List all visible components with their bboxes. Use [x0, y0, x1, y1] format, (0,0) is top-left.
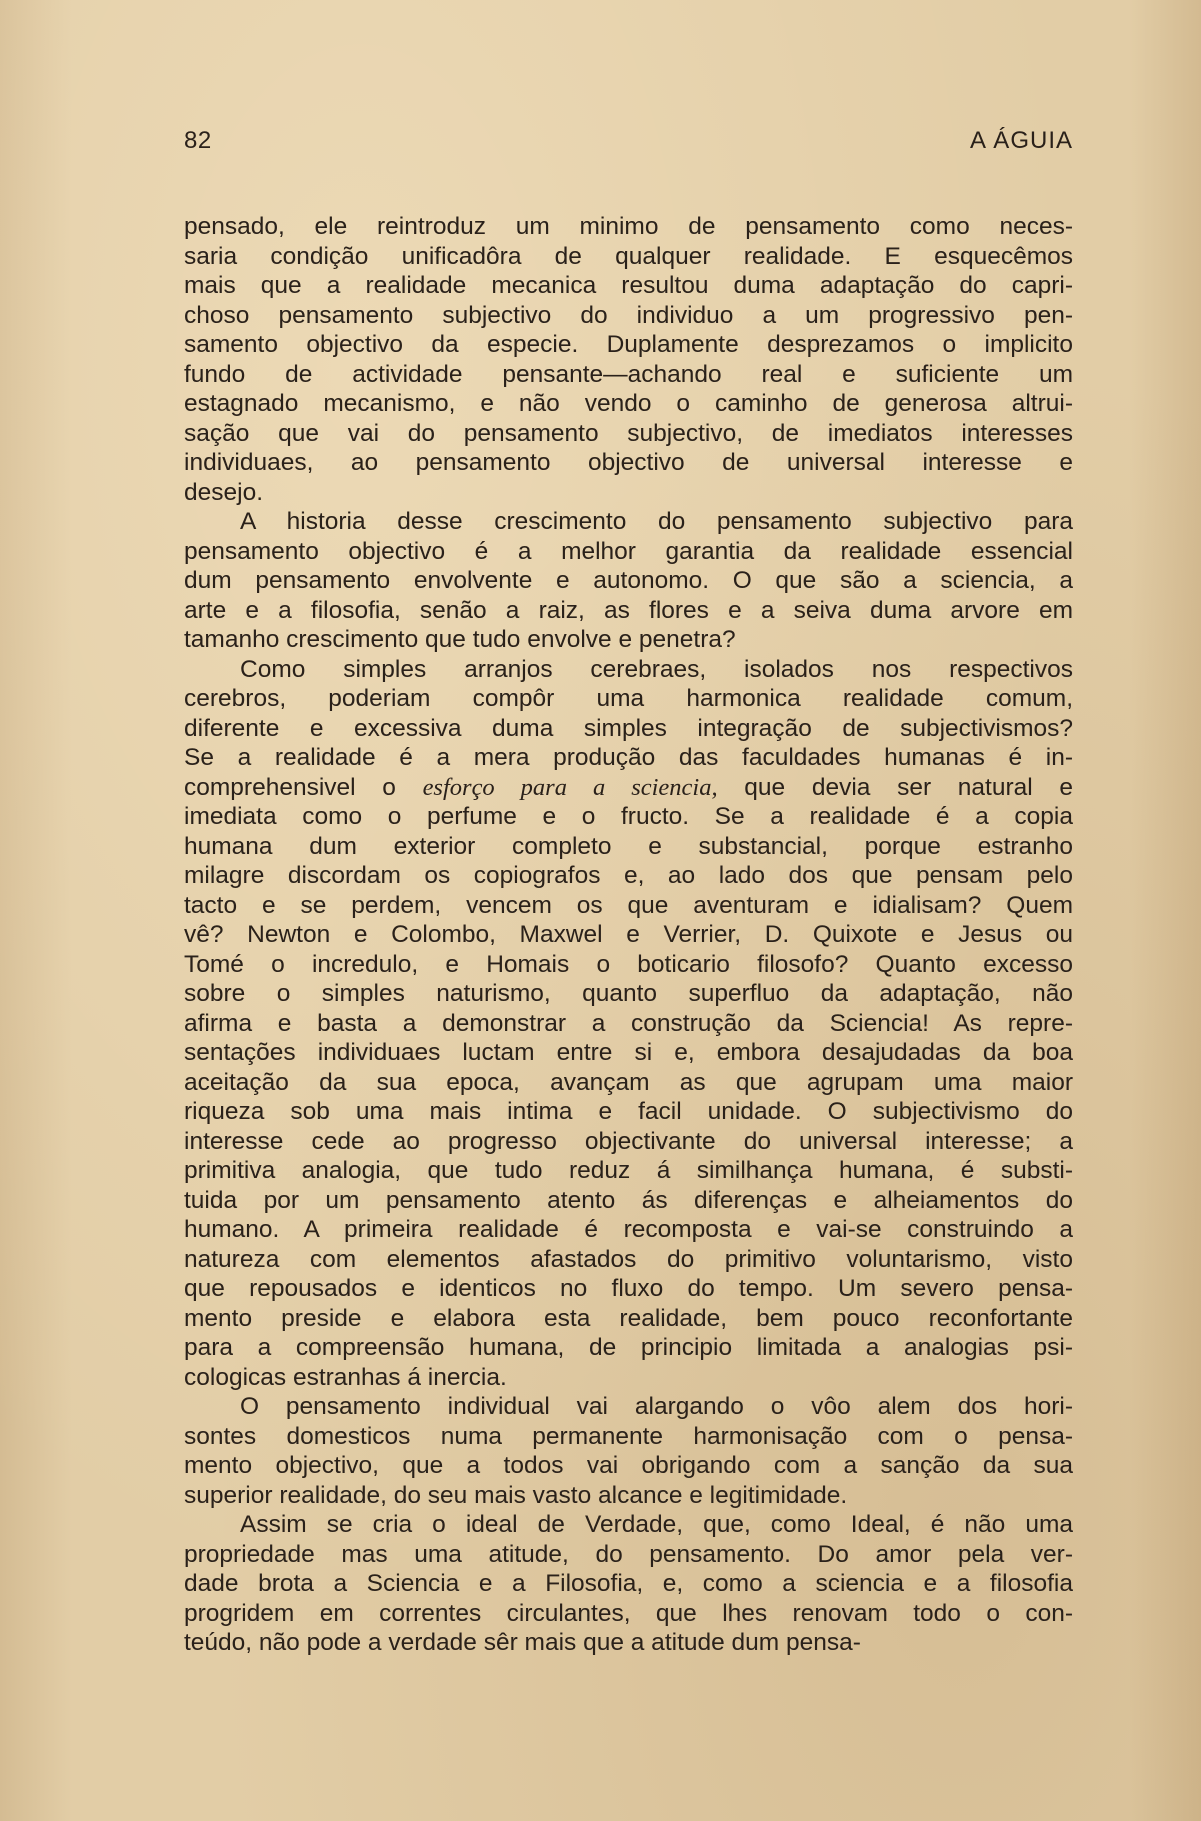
text-line: tamanho crescimento que tudo envolve e penetra? [184, 626, 736, 653]
text-line: mento preside e elabora esta realidade, bem pouco reconfortante [184, 1304, 1073, 1332]
text-line: Tomé o incredulo, e Homais o boticario filosofo? Quanto excesso [184, 950, 1073, 978]
text-line: mais que a realidade mecanica resultou duma adaptação do capri- [184, 272, 1073, 299]
text-line: mento objectivo, que a todos vai obrigando com a sanção da sua [184, 1452, 1073, 1479]
text-line: sentações individuaes luctam entre si e, embora desajudadas da boa [184, 1039, 1073, 1066]
text-line: Como simples arranjos cerebraes, isolados nos respectivos [240, 655, 1073, 683]
text-line: diferente e excessiva duma simples integração de subjectivismos? [184, 714, 1073, 742]
text-line: arte e a filosofia, senão a raiz, as flores e a seiva duma arvore em [184, 596, 1073, 624]
italic-phrase: esforço para a sciencia, [422, 773, 718, 801]
page-header [184, 127, 1073, 163]
body-text [184, 212, 1073, 1658]
text-line: afirma e basta a demonstrar a construção da Sciencia! As repre- [184, 1009, 1073, 1037]
text-line: que repousados e identicos no fluxo do tempo. Um severo pensa- [184, 1275, 1073, 1302]
text-line: vê? Newton e Colombo, Maxwel e Verrier, D. Quixote e Jesus ou [184, 921, 1073, 948]
text-line: teúdo, não pode a verdade sêr mais que a atitude dum pensa- [184, 1629, 861, 1656]
text-line: aceitação da sua epoca, avançam as que agrupam uma maior [184, 1068, 1073, 1096]
text-line: para a compreensão humana, de principio limitada a analogias psi- [184, 1334, 1073, 1361]
text-line: tacto e se perdem, vencem os que aventuram e idialisam? Quem [184, 891, 1073, 919]
text-line: sobre o simples naturismo, quanto superfluo da adaptação, não [184, 980, 1073, 1007]
text-line: pensamento objectivo é a melhor garantia da realidade essencial [184, 537, 1073, 565]
text-line: cerebros, poderiam compôr uma harmonica realidade comum, [184, 685, 1073, 712]
text-line: imediata como o perfume e o fructo. Se a realidade é a copia [184, 803, 1073, 830]
text-line: natureza com elementos afastados do primitivo voluntarismo, visto [184, 1245, 1073, 1273]
text-line: choso pensamento subjectivo do individuo a um progressivo pen- [184, 301, 1073, 329]
text-line: sação que vai do pensamento subjectivo, de imediatos interesses [184, 419, 1073, 447]
text-line: progridem em correntes circulantes, que lhes renovam todo o con- [184, 1599, 1073, 1627]
text-line: primitiva analogia, que tudo reduz á similhança humana, é substi- [184, 1157, 1073, 1184]
text-line: humano. A primeira realidade é recomposta e vai-se construindo a [184, 1216, 1073, 1243]
text-line: individuaes, ao pensamento objectivo de universal interesse e [184, 449, 1073, 476]
text-line: desejo. [184, 478, 264, 506]
text-line: dade brota a Sciencia e a Filosofia, e, como a sciencia e a filosofia [184, 1570, 1073, 1597]
text-line: humana dum exterior completo e substancial, porque estranho [184, 832, 1073, 860]
text-line: saria condição unificadôra de qualquer realidade. E esquecêmos [184, 242, 1073, 270]
text-line: Assim se cria o ideal de Verdade, que, como Ideal, é não uma [240, 1511, 1073, 1538]
page-number: 82 [184, 127, 212, 154]
text-line: dum pensamento envolvente e autonomo. O que são a sciencia, a [184, 567, 1073, 594]
text-line: fundo de actividade pensante—achando real e suficiente um [184, 360, 1073, 388]
text-line: propriedade mas uma atitude, do pensamento. Do amor pela ver- [184, 1540, 1073, 1568]
text-line: sontes domesticos numa permanente harmonisação com o pensa- [184, 1422, 1073, 1450]
text-line: pensado, ele reintroduz um minimo de pensamento como neces- [184, 213, 1073, 240]
text-line: estagnado mecanismo, e não vendo o caminho de generosa altrui- [184, 390, 1073, 417]
text-line: Se a realidade é a mera produção das faculdades humanas é in- [184, 744, 1073, 771]
text-line: milagre discordam os copiografos e, ao lado dos que pensam pelo [184, 862, 1073, 889]
text-segment: comprehensivel o [184, 773, 423, 801]
text-segment: que devia ser natural e [717, 773, 1073, 801]
text-line [184, 773, 1073, 803]
text-line: interesse cede ao progresso objectivante do universal interesse; a [184, 1127, 1073, 1155]
text-line: tuida por um pensamento atento ás diferenças e alheiamentos do [184, 1186, 1073, 1214]
text-line: samento objectivo da especie. Duplamente desprezamos o implicito [184, 331, 1073, 358]
running-head: A ÁGUIA [969, 127, 1073, 154]
text-line: O pensamento individual vai alargando o vôo alem dos hori- [240, 1393, 1073, 1420]
text-line: A historia desse crescimento do pensamento subjectivo para [240, 508, 1073, 535]
text-line: riqueza sob uma mais intima e facil unidade. O subjectivismo do [184, 1098, 1073, 1125]
text-line: superior realidade, do seu mais vasto alcance e legitimidade. [184, 1481, 848, 1509]
text-line: cologicas estranhas á inercia. [184, 1363, 507, 1391]
